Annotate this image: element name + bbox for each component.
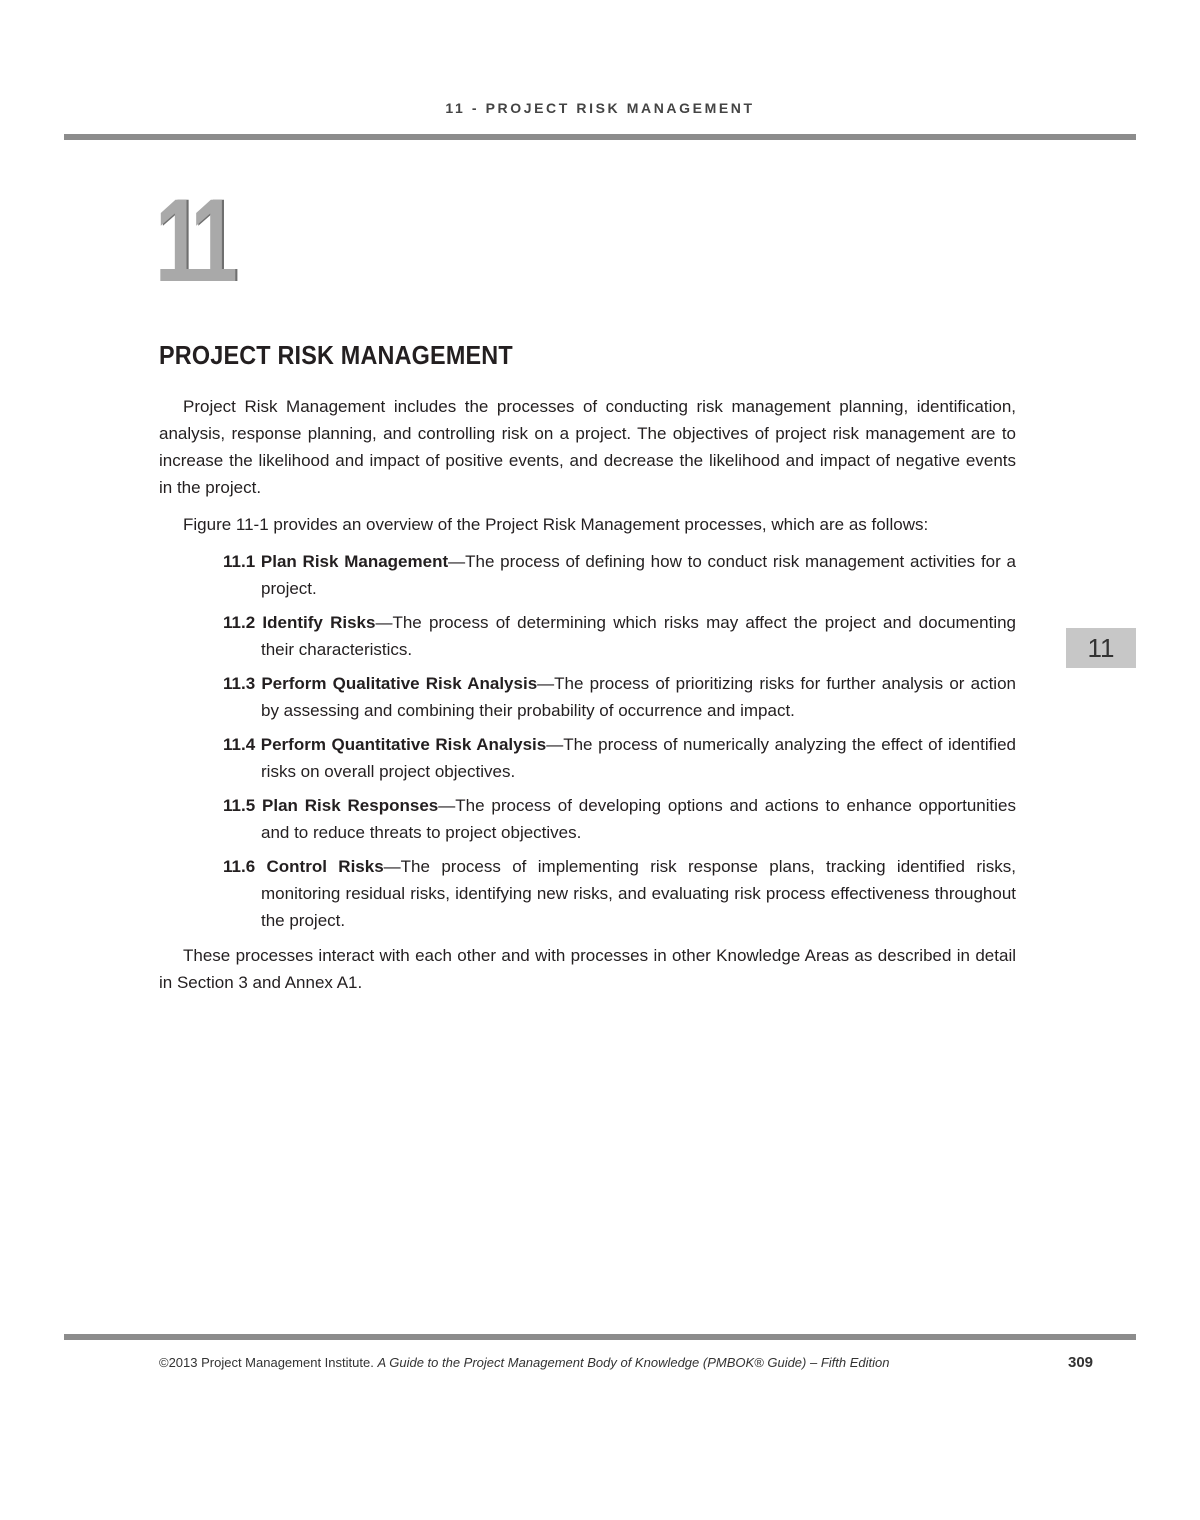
process-title: 11.3 Perform Qualitative Risk Analysis [223,674,538,693]
footer-copyright: ©2013 Project Management Institute. [159,1355,378,1370]
process-item [223,609,1016,663]
process-item [223,853,1016,934]
process-description: —The process of determining which risks may affect the project and documenting their characteristics. [261,613,1016,659]
chapter-number: 11 [155,175,231,307]
process-title: 11.5 Plan Risk Responses [223,796,439,815]
footer-book-title: A Guide to the Project Management Body of Knowledge (PMBOK® Guide) – Fifth Edition [377,1355,890,1370]
process-item [223,670,1016,724]
process-item [223,548,1016,602]
footer-citation [159,1355,889,1370]
running-header: 11 - PROJECT RISK MANAGEMENT [445,100,755,116]
footer-rule [64,1334,1136,1340]
intro-paragraph: Project Risk Management includes the processes of conducting risk management planning, identification, analysis, response planning, and controlling risk on a project. The objectives of project risk management are to increase the likelihood and impact of positive events, and decrease the likelihood and impact of negative events in the project. [159,397,1016,497]
process-item [223,731,1016,785]
overview-paragraph: Figure 11-1 provides an overview of the Project Risk Management processes, which are as follows: [183,515,929,534]
process-title: 11.1 Plan Risk Management [223,552,449,571]
chapter-body [159,393,1016,1006]
header-rule [64,134,1136,140]
process-description: —The process of prioritizing risks for further analysis or action by assessing and combining their probability of occurrence and impact. [261,674,1016,720]
process-description: —The process of numerically analyzing the effect of identified risks on overall project objectives. [261,735,1017,781]
process-title: 11.6 Control Risks [223,857,384,876]
process-title: 11.4 Perform Quantitative Risk Analysis [223,735,547,754]
process-description: —The process of developing options and actions to enhance opportunities and to reduce threats to project objectives. [261,796,1016,842]
chapter-thumb-tab: 11 [1066,628,1136,668]
process-title: 11.2 Identify Risks [223,613,376,632]
process-description: —The process of defining how to conduct risk management activities for a project. [261,552,1016,598]
closing-paragraph: These processes interact with each other and with processes in other Knowledge Areas as described in detail in Section 3 and Annex A1. [159,946,1016,992]
process-item [223,792,1016,846]
process-list [159,548,1016,934]
chapter-title: PROJECT RISK MANAGEMENT [159,340,513,370]
process-description: —The process of implementing risk response plans, tracking identified risks, monitoring residual risks, identifying new risks, and evaluating risk process effectiveness throughout the project. [261,857,1016,930]
page-number: 309 [1068,1354,1094,1371]
